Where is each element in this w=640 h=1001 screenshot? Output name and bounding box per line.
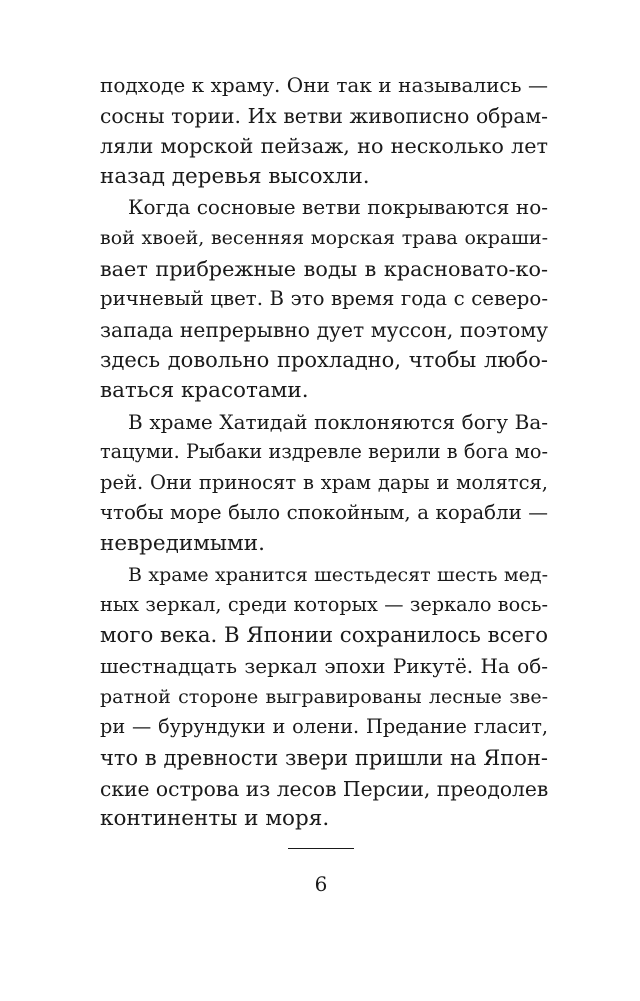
text-line: рей. Они приносят в храм дары и молятся, <box>100 470 548 494</box>
text-line: сосны тории. Их ветви живописно обрам- <box>100 103 548 128</box>
text-line: В храме хранится шестьдесят шесть мед- <box>128 563 548 586</box>
text-line: шестнадцать зеркал эпохи Рикутё. На об- <box>100 654 548 679</box>
text-line: ных зеркал, среди которых — зеркало вось- <box>100 593 548 617</box>
text-line: Когда сосновые ветви покрываются но- <box>128 195 548 220</box>
text-line: тацуми. Рыбаки издревле верили в бога мо- <box>100 440 548 464</box>
text-line: ри — бурундуки и олени. Предание гласит, <box>100 715 548 739</box>
text-line: вой хвоей, весенняя морская трава окраши- <box>100 226 548 249</box>
text-line: здесь довольно прохладно, чтобы любо- <box>100 348 548 373</box>
text-line: что в древности звери пришли на Япон- <box>100 746 548 771</box>
text-line: вает прибрежные воды в красновато-ко- <box>100 256 548 281</box>
text-line: ричневый цвет. В это время года с северо- <box>100 287 548 311</box>
text-line: ваться красотами. <box>100 377 309 403</box>
text-line: назад деревья высохли. <box>100 163 370 189</box>
text-line: запада непрерывно дует муссон, поэтому <box>100 317 548 342</box>
text-line: континенты и моря. <box>100 806 330 832</box>
text-line: ляли морской пейзаж, но несколько лет <box>100 134 548 159</box>
page-number: 6 <box>314 872 328 896</box>
text-line: невредимыми. <box>100 530 265 556</box>
text-line: подходе к храму. Они так и назывались — <box>100 73 548 97</box>
text-line: мого века. В Японии сохранилось всего <box>100 622 548 648</box>
text-line: ские острова из лесов Персии, преодолев <box>100 776 548 801</box>
text-line: В храме Хатидай поклоняются богу Ва- <box>128 409 548 434</box>
footer-divider <box>288 848 354 849</box>
body-text <box>100 70 548 835</box>
text-line: чтобы море было спокойным, а корабли — <box>100 501 548 525</box>
text-line: ратной стороне выгравированы лесные зве- <box>100 685 548 708</box>
